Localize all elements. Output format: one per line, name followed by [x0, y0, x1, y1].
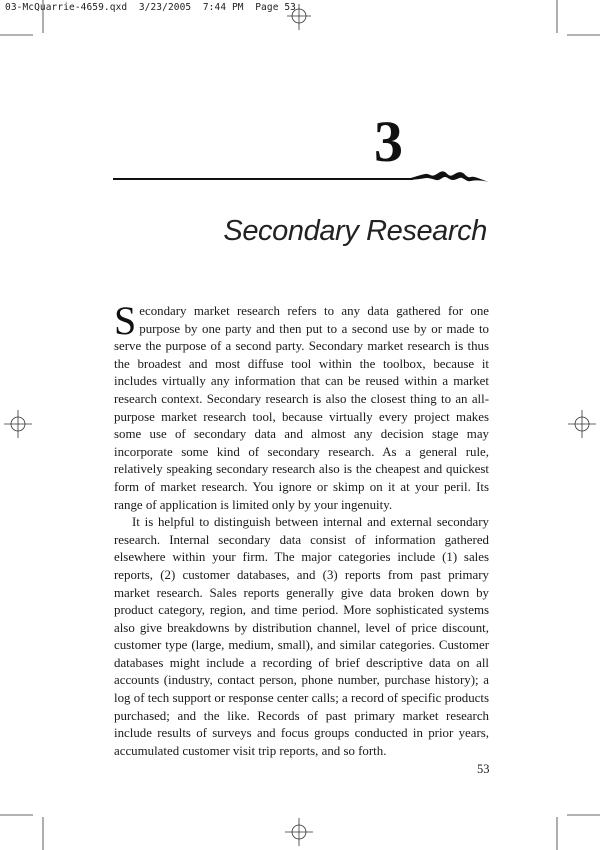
- file-slug-line: 03-McQuarrie-4659.qxd 3/23/2005 7:44 PM Page 53: [5, 2, 296, 13]
- registration-mark-left: [4, 410, 32, 438]
- registration-mark-right: [568, 410, 596, 438]
- chapter-title: Secondary Research: [223, 215, 487, 247]
- paragraph-1-text: econdary market research refers to any data gathered for one purpose by one party and then put to a second use by or made to serve the purpose of a second party. Secondary market research is thus the broadest and most diffuse tool within the toolbox, because it includes virtually any information that can be reused within a market research context. Secondary research is also the closest thing to an all-purpose market research tool, because virtually every project makes some use of secondary data and almost any decision stage may incorporate some kind of secondary research. As a general rule, relatively speaking secondary research also is the cheapest and quickest form of market research. You ignore or skimp on it at your peril. Its range of application is limited only by your ingenuity.: [114, 304, 489, 512]
- paragraph-2: It is helpful to distinguish between internal and external secondary research. Internal secondary data consist of information gathered elsewhere within your firm. The major categories include (1) sales reports, (2) customer databases, and (3) reports from past primary market research. Sales reports generally give data broken down by product category, region, and time period. More sophisticated systems also give breakdowns by distribution channel, level of price discount, customer type (large, medium, small), and similar categories. Customer databases might include a recording of brief descriptive data on all accounts (industry, contact person, phone number, purchase history); a log of tech support or response center calls; a record of specific products purchased; and the like. Records of past primary market research include results of surveys and focus groups conducted in prior years, accumulated customer visit trip reports, and so forth.: [114, 515, 489, 758]
- page-number: 53: [477, 762, 490, 776]
- body-text: [114, 298, 489, 760]
- paragraph-1: [114, 298, 489, 514]
- chapter-number: 3: [374, 109, 403, 174]
- registration-mark-bottom: [285, 818, 313, 846]
- chapter-swash-ornament: [405, 166, 490, 188]
- drop-cap: S: [114, 298, 137, 343]
- chapter-rule: [113, 178, 413, 180]
